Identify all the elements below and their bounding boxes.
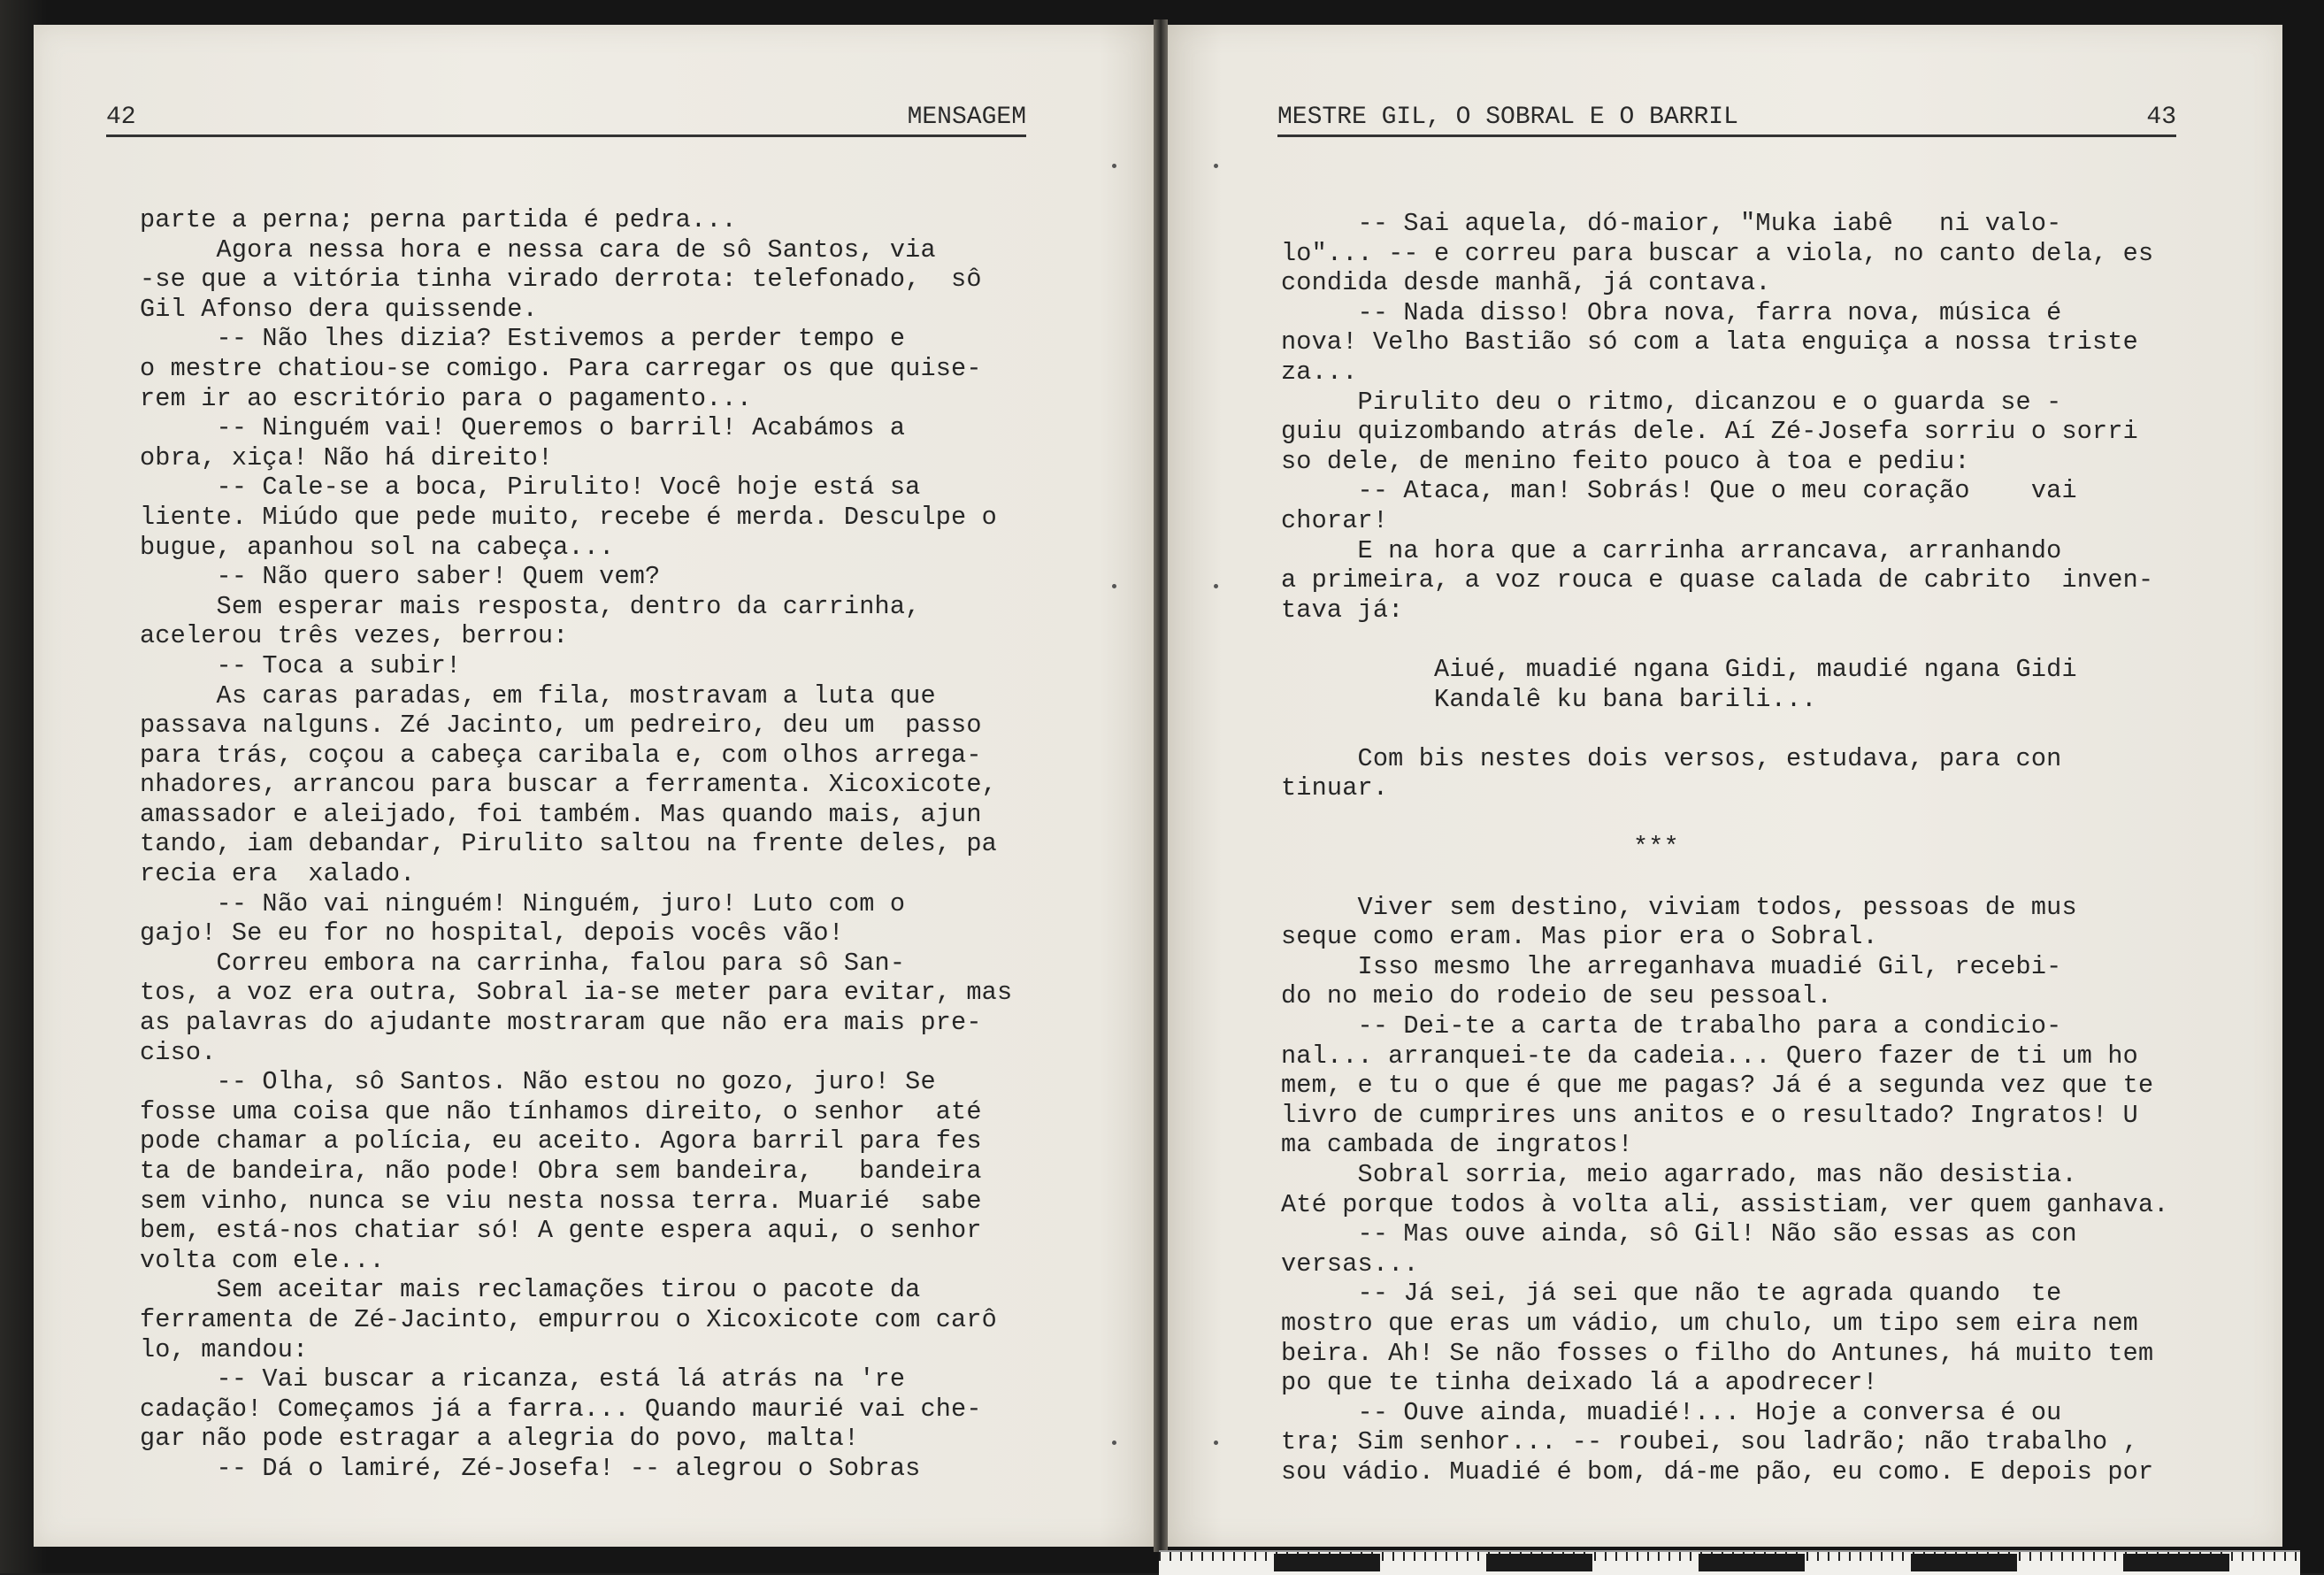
text-line: ma cambada de ingratos!: [1281, 1130, 1633, 1160]
left-running-title: MENSAGEM: [907, 104, 1026, 131]
left-page-number: 42: [106, 104, 136, 131]
text-line: Aiué, muadié ngana Gidi, maudié ngana Gidi: [1281, 654, 2077, 684]
text-line: Agora nessa hora e nessa cara de sô Santos, via: [140, 234, 936, 265]
text-line: -- Já sei, já sei que não te agrada quando te: [1281, 1279, 2062, 1309]
left-page-header: [106, 87, 1026, 137]
text-line: pode chamar a polícia, eu aceito. Agora barril para fes: [140, 1126, 982, 1156]
text-line: Até porque todos à volta ali, assistiam, ver quem ganhava.: [1281, 1189, 2169, 1219]
text-line: acelerou três vezes, berrou:: [140, 621, 569, 651]
right-page-header: [1277, 87, 2176, 137]
text-line: -- Sai aquela, dó-maior, "Muka iabê ni valo-: [1281, 209, 2062, 238]
text-line: obra, xiça! Não há direito!: [140, 442, 554, 472]
right-running-title: MESTRE GIL, O SOBRAL E O BARRIL: [1277, 104, 1738, 131]
ruler-segment: [1486, 1554, 1592, 1571]
text-line: lo"... -- e correu para buscar a viola, no canto dela, es: [1281, 238, 2154, 268]
text-line: fosse uma coisa que não tínhamos direito, o senhor até: [140, 1096, 982, 1126]
text-line: -- Toca a subir!: [140, 650, 462, 680]
text-line: -- Dei-te a carta de trabalho para a condicio-: [1281, 1011, 2062, 1041]
text-line: ta de bandeira, não pode! Obra sem bandeira, bandeira: [140, 1156, 982, 1186]
text-line: Kandalê ku bana barili...: [1281, 684, 1817, 714]
text-line: chorar!: [1281, 505, 1389, 535]
right-page-number: 43: [2146, 104, 2176, 131]
text-line: condida desde manhã, já contava.: [1281, 268, 1771, 298]
text-line: a primeira, a voz rouca e quase calada de cabrito inven-: [1281, 565, 2154, 595]
text-line: nal... arranquei-te da cadeia... Quero fazer de ti um ho: [1281, 1041, 2138, 1071]
text-line: so dele, de menino feito pouco à toa e pediu:: [1281, 446, 1970, 476]
text-line: mem, e tu o que é que me pagas? Já é a segunda vez que te: [1281, 1071, 2154, 1101]
text-line: versas...: [1281, 1248, 1419, 1279]
text-line: -- Olha, sô Santos. Não estou no gozo, juro! Se: [140, 1067, 936, 1097]
text-line: Sobral sorria, meio agarrado, mas não desistia.: [1281, 1160, 2077, 1189]
ruler-segment: [2123, 1554, 2229, 1571]
text-line: tinuar.: [1281, 773, 1389, 803]
text-line: -- Ouve ainda, muadié!... Hoje a conversa é ou: [1281, 1397, 2062, 1427]
text-line: cadação! Começamos já a farra... Quando maurié vai che-: [140, 1394, 982, 1424]
text-line: -- Nada disso! Obra nova, farra nova, música é: [1281, 297, 2062, 327]
text-line: Gil Afonso dera quissende.: [140, 294, 538, 324]
text-line: tra; Sim senhor... -- roubei, sou ladrão; não trabalho ,: [1281, 1427, 2138, 1457]
text-line: Correu embora na carrinha, falou para sô San-: [140, 948, 906, 978]
scan-speck: [1112, 584, 1116, 588]
text-line: recia era xalado.: [140, 859, 416, 889]
text-line: -- Ataca, man! Sobrás! Que o meu coração vai: [1281, 476, 2077, 506]
text-line: para trás, coçou a cabeça caribala e, com olhos arrega-: [140, 740, 982, 770]
text-line: nova! Velho Bastião só com a lata enguiça a nossa triste: [1281, 327, 2138, 357]
text-line: -- Não vai ninguém! Ninguém, juro! Luto com o: [140, 888, 906, 918]
text-line: Com bis nestes dois versos, estudava, para con: [1281, 743, 2062, 773]
text-line: -- Vai buscar a ricanza, está lá atrás na 're: [140, 1364, 906, 1394]
text-line: [1281, 863, 2169, 893]
text-line: nhadores, arrancou para buscar a ferramenta. Xicoxicote,: [140, 770, 997, 800]
text-line: po que te tinha deixado lá a apodrecer!: [1281, 1368, 1878, 1398]
text-line: za...: [1281, 357, 1358, 387]
text-line: do no meio do rodeio de seu pessoal.: [1281, 981, 1832, 1011]
text-line: parte a perna; perna partida é pedra...: [140, 205, 737, 234]
text-line: lo, mandou:: [140, 1334, 309, 1364]
text-line: beira. Ah! Se não fosses o filho do Antunes, há muito tem: [1281, 1338, 2154, 1368]
text-line: [1281, 714, 2169, 744]
text-line: As caras paradas, em fila, mostravam a luta que: [140, 680, 936, 711]
text-line: sou vádio. Muadié é bom, dá-me pão, eu como. E depois por: [1281, 1456, 2154, 1487]
text-line: -- Ninguém vai! Queremos o barril! Acabámos a: [140, 413, 906, 443]
text-line: bugue, apanhou sol na cabeça...: [140, 532, 615, 562]
text-line: tava já:: [1281, 595, 1404, 625]
text-line: -- Mas ouve ainda, sô Gil! Não são essas as con: [1281, 1219, 2077, 1249]
text-line: Viver sem destino, viviam todos, pessoas de mus: [1281, 892, 2077, 922]
scan-speck: [1112, 164, 1116, 168]
text-line: livro de cumprires uns anitos e o resultado? Ingratos! U: [1281, 1100, 2138, 1130]
text-line: -- Não lhes dizia? Estivemos a perder tempo e: [140, 324, 906, 354]
text-line: as palavras do ajudante mostraram que não era mais pre-: [140, 1008, 982, 1038]
text-line: tos, a voz era outra, Sobral ia-se meter para evitar, mas: [140, 978, 1013, 1008]
text-line: -se que a vitória tinha virado derrota: telefonado, sô: [140, 265, 982, 295]
scan-speck: [1214, 164, 1218, 168]
text-line: amassador e aleijado, foi também. Mas quando mais, ajun: [140, 799, 982, 829]
text-line: gajo! Se eu for no hospital, depois vocês vão!: [140, 918, 844, 949]
right-page-body: [1281, 209, 2169, 1487]
scan-speck: [1214, 1441, 1218, 1445]
text-line: -- Não quero saber! Quem vem?: [140, 562, 661, 592]
text-line: Sem esperar mais resposta, dentro da carrinha,: [140, 591, 921, 621]
left-page-body: [140, 205, 1012, 1484]
text-line: seque como eram. Mas pior era o Sobral.: [1281, 922, 1878, 952]
text-line: o mestre chatiou-se comigo. Para carregar os que quise-: [140, 353, 982, 383]
text-line: tando, iam debandar, Pirulito saltou na frente deles, pa: [140, 829, 997, 859]
text-line: guiu quizombando atrás dele. Aí Zé-Josefa sorriu o sorri: [1281, 417, 2138, 447]
text-line: rem ir ao escritório para o pagamento...: [140, 383, 753, 413]
text-line: Pirulito deu o ritmo, dicanzou e o guarda se -: [1281, 387, 2062, 417]
text-line: bem, está-nos chatiar só! A gente espera aqui, o senhor: [140, 1216, 982, 1246]
text-line: [1281, 803, 2169, 834]
text-line: -- Dá o lamiré, Zé-Josefa! -- alegrou o Sobras: [140, 1453, 921, 1483]
ruler-segment: [1699, 1554, 1805, 1571]
text-line: volta com ele...: [140, 1245, 385, 1275]
ruler-segment: [1274, 1554, 1380, 1571]
text-line: Sem aceitar mais reclamações tirou o pacote da: [140, 1275, 921, 1305]
book-gutter: [1154, 19, 1168, 1552]
scan-speck: [1112, 1441, 1116, 1445]
scan-speck: [1214, 584, 1218, 588]
text-line: sem vinho, nunca se viu nesta nossa terra. Muarié sabe: [140, 1186, 982, 1216]
text-line: Isso mesmo lhe arreganhava muadié Gil, recebi-: [1281, 951, 2062, 981]
ruler-segment: [1911, 1554, 2017, 1571]
text-line: passava nalguns. Zé Jacinto, um pedreiro, deu um passo: [140, 711, 982, 741]
text-line: -- Cale-se a boca, Pirulito! Você hoje está sa: [140, 472, 921, 503]
text-line: [1281, 625, 2169, 655]
text-line: gar não pode estragar a alegria do povo, malta!: [140, 1424, 860, 1454]
text-line: ferramenta de Zé-Jacinto, empurrou o Xicoxicote com carô: [140, 1304, 997, 1334]
text-line: E na hora que a carrinha arrancava, arranhando: [1281, 535, 2062, 565]
text-line: ciso.: [140, 1037, 217, 1067]
text-line: liente. Miúdo que pede muito, recebe é merda. Desculpe o: [140, 502, 997, 532]
text-line: mostro que eras um vádio, um chulo, um tipo sem eira nem: [1281, 1308, 2138, 1338]
text-line: ***: [1281, 833, 1679, 863]
